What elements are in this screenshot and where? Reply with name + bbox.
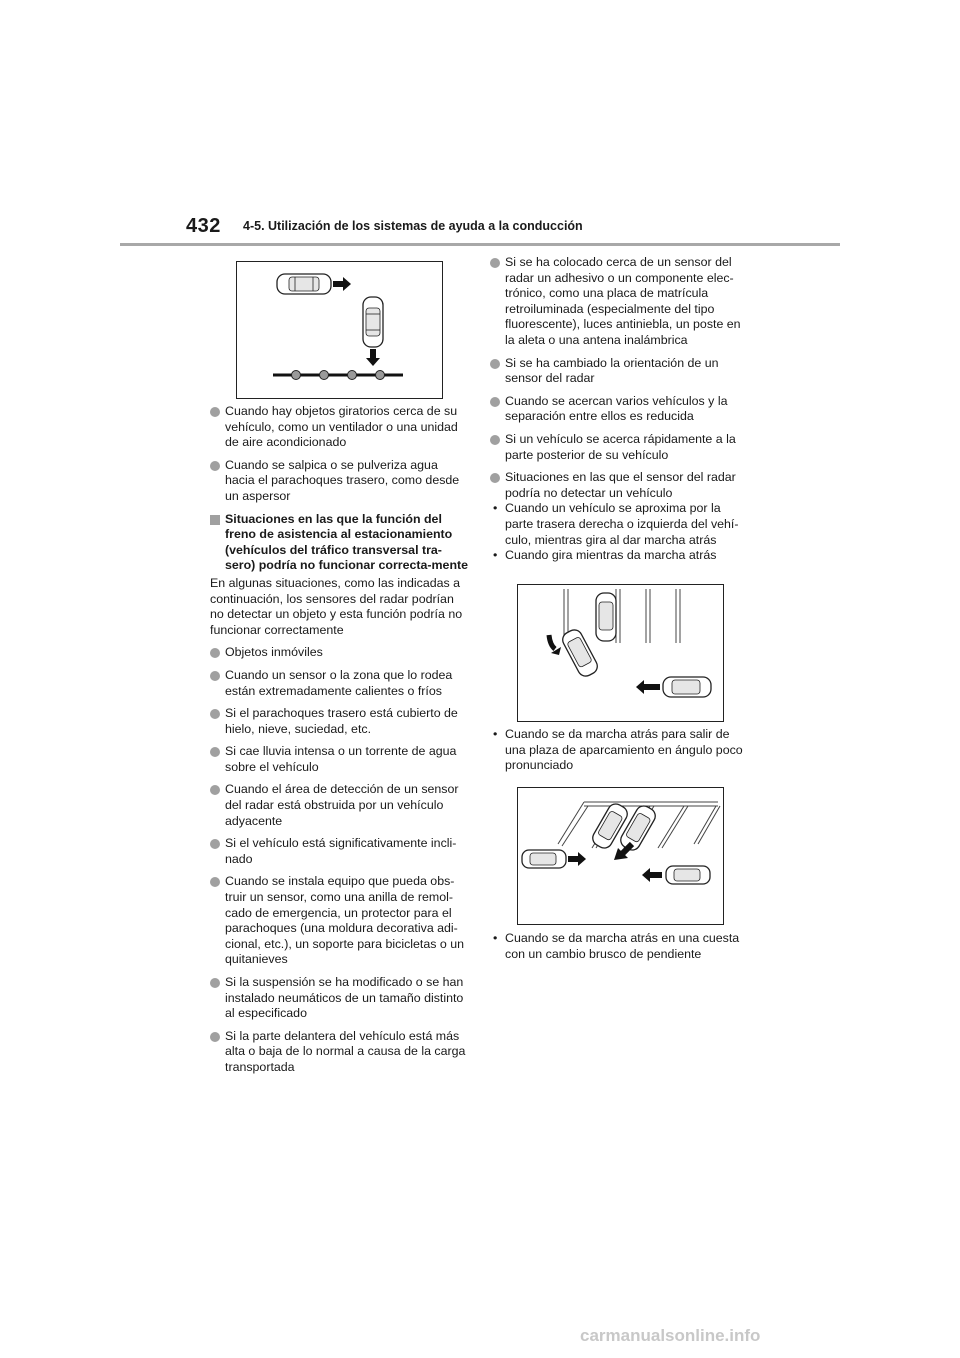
bullet-icon xyxy=(210,839,220,849)
figure-angled-parking xyxy=(517,787,724,925)
sub-list-item: • Cuando se da marcha atrás en una cuesta con un cambio brusco de pendiente xyxy=(493,931,740,961)
page-number: 432 xyxy=(186,215,221,237)
object-icon xyxy=(348,371,357,380)
bullet-icon xyxy=(490,435,500,445)
car-icon xyxy=(596,593,616,641)
bullet-icon xyxy=(210,747,220,757)
list-item: Si cae lluvia intensa o un torrente de agua sobre el vehículo xyxy=(210,744,470,775)
bullet-icon xyxy=(210,671,220,681)
list-item: Si un vehículo se acerca rápidamente a la parte posterior de su vehículo xyxy=(490,432,750,463)
car-icon xyxy=(363,297,383,347)
sub-list-item: • Cuando se da marcha atrás para salir de una plaza de aparcamiento en ángulo poco pronunciado xyxy=(493,727,743,773)
figure-rotating-object xyxy=(236,261,443,399)
list-item: Cuando se instala equipo que pueda obs-truir un sensor, como una anilla de remol-cado de emergencia, un protector para el parachoques (una moldura decorativa adi-cional, etc.), un soporte para bicicletas o un quitanieves xyxy=(210,874,470,968)
list-item: Si se ha cambiado la orientación de un sensor del radar xyxy=(490,356,750,387)
car-icon xyxy=(522,850,566,868)
list-item: Objetos inmóviles xyxy=(210,645,470,661)
section-heading: Situaciones en las que la función del freno de asistencia al estacionamiento (vehículos del tráfico transversal tra-sero) podría no funcionar correcta-mente xyxy=(210,512,470,574)
bullet-icon xyxy=(490,397,500,407)
car-icon xyxy=(277,274,331,294)
figure-illustration xyxy=(518,585,723,721)
bullet-icon xyxy=(210,785,220,795)
arrow-left-icon xyxy=(636,680,660,694)
bullet-icon xyxy=(210,877,220,887)
bullet-icon xyxy=(210,407,220,417)
arrow-right-icon xyxy=(568,852,586,866)
object-icon xyxy=(320,371,329,380)
header-rule xyxy=(120,243,840,246)
list-item: Cuando un sensor o la zona que lo rodea están extremadamente calientes o fríos xyxy=(210,668,470,699)
right-column xyxy=(490,255,750,564)
object-icon xyxy=(376,371,385,380)
square-bullet-icon xyxy=(210,515,220,525)
left-column xyxy=(210,404,470,1083)
list-item: Si la suspensión se ha modificado o se han instalado neumáticos de un tamaño distinto al especificado xyxy=(210,975,470,1022)
section-title: 4-5. Utilización de los sistemas de ayuda a la conducción xyxy=(243,219,583,233)
bullet-icon xyxy=(490,258,500,268)
car-icon xyxy=(560,627,600,679)
arrow-right-icon xyxy=(333,277,351,291)
bullet-icon xyxy=(210,461,220,471)
figure-illustration xyxy=(237,262,442,398)
list-item: Situaciones en las que el sensor del radar podría no detectar un vehículo xyxy=(490,470,750,501)
intro-paragraph: En algunas situaciones, como las indicadas a continuación, los sensores del radar podrían no detectar un objeto y esta función podría no funcionar correctamente xyxy=(210,575,463,637)
list-item: Si se ha colocado cerca de un sensor del radar un adhesivo o un componente elec-trónico, como una placa de matrícula retroiluminada (especialmente del tipo fluorescente), luces antiniebla, un poste en la aleta o una antena inalámbrica xyxy=(490,255,750,349)
bullet-icon xyxy=(210,1032,220,1042)
list-item: Cuando se acercan varios vehículos y la separación entre ellos es reducida xyxy=(490,394,750,425)
bullet-icon xyxy=(490,473,500,483)
figure-turning-reverse xyxy=(517,584,724,722)
bullet-icon xyxy=(210,709,220,719)
object-icon xyxy=(292,371,301,380)
list-item: Cuando se salpica o se pulveriza agua hacia el parachoques trasero, como desde un aspersor xyxy=(210,458,470,505)
car-icon xyxy=(663,677,711,697)
curved-arrow-icon xyxy=(549,635,561,655)
watermark: carmanualsonline.info xyxy=(580,1326,761,1345)
car-icon xyxy=(666,866,710,884)
figure-illustration xyxy=(518,788,723,924)
sub-list-item: • Cuando gira mientras da marcha atrás xyxy=(493,548,717,563)
list-item: Cuando hay objetos giratorios cerca de su vehículo, como un ventilador o una unidad de aire acondicionado xyxy=(210,404,470,451)
arrow-left-icon xyxy=(642,868,662,882)
list-item: Si la parte delantera del vehículo está más alta o baja de lo normal a causa de la carga transportada xyxy=(210,1029,470,1076)
bullet-icon xyxy=(490,359,500,369)
list-item: Cuando el área de detección de un sensor del radar está obstruida por un vehículo adyacente xyxy=(210,782,470,829)
list-item: Si el vehículo está significativamente incli-nado xyxy=(210,836,470,867)
bullet-icon xyxy=(210,978,220,988)
bullet-icon xyxy=(210,648,220,658)
arrow-down-icon xyxy=(366,349,380,366)
sub-list-item: • Cuando un vehículo se aproxima por la parte trasera derecha o izquierda del vehí-culo, mientras gira al dar marcha atrás xyxy=(493,501,739,547)
list-item: Si el parachoques trasero está cubierto de hielo, nieve, suciedad, etc. xyxy=(210,706,470,737)
